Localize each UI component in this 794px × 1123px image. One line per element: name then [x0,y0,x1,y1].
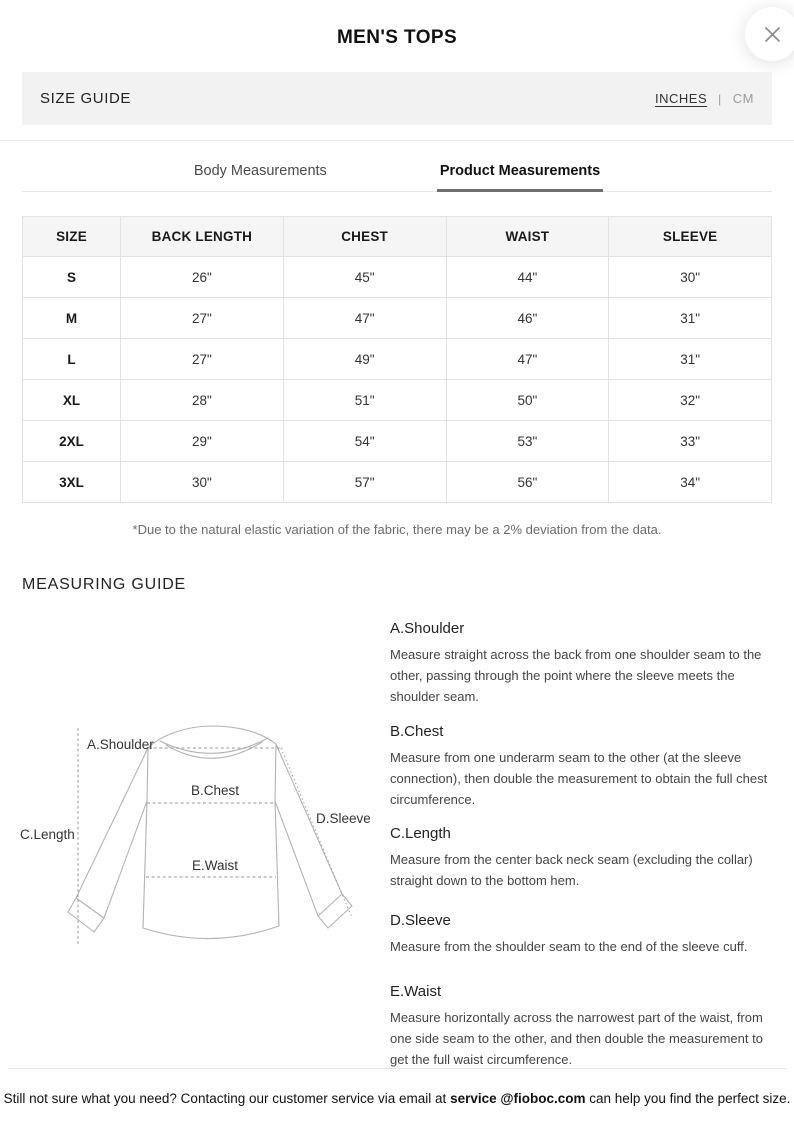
size-cell: 3XL [23,462,121,503]
measurement-tabs [22,152,772,192]
diagram-label-shoulder: A.Shoulder [87,737,154,752]
size-cell: 2XL [23,421,121,462]
value-cell: 51" [283,380,446,421]
value-cell: 33" [609,421,772,462]
size-guide-label: SIZE GUIDE [40,90,132,107]
section-text: Measure from the shoulder seam to the end of the sleeve cuff. [390,939,748,954]
size-table [22,216,772,503]
table-row [23,380,772,421]
section-heading: D.Sleeve [390,912,451,929]
close-icon [763,25,782,44]
value-cell: 31" [609,339,772,380]
value-cell: 46" [446,298,609,339]
value-cell: 30" [121,462,284,503]
size-cell: S [23,257,121,298]
column-header-chest: CHEST [283,217,446,257]
diagram-label-sleeve: D.Sleeve [316,811,371,826]
diagram-label-chest: B.Chest [191,783,240,798]
value-cell: 56" [446,462,609,503]
table-row [23,421,772,462]
value-cell: 30" [609,257,772,298]
unit-toggle [655,91,754,106]
section-text: Measure horizontally across the narrowest part of the waist, from one side seam to the other, and then double the measurement to get the full waist circumference. [390,1010,763,1067]
value-cell: 47" [283,298,446,339]
table-row [23,462,772,503]
header-divider [0,140,794,141]
value-cell: 32" [609,380,772,421]
value-cell: 28" [121,380,284,421]
column-header-waist: WAIST [446,217,609,257]
measuring-section-waist [390,983,772,1070]
unit-separator: | [718,91,722,106]
tab-product-measurements[interactable]: Product Measurements [440,152,600,191]
size-cell: L [23,339,121,380]
close-button[interactable] [745,7,794,61]
measuring-guide-title: MEASURING GUIDE [22,576,187,593]
value-cell: 47" [446,339,609,380]
diagram-label-waist: E.Waist [192,858,239,873]
footer-text-before: Still not sure what you need? Contacting our customer service via email at [3,1091,451,1106]
section-heading: B.Chest [390,723,444,740]
section-heading: E.Waist [390,983,442,1000]
column-header-back-length: BACK LENGTH [121,217,284,257]
value-cell: 49" [283,339,446,380]
footer-divider [8,1068,786,1069]
tab-body-measurements[interactable]: Body Measurements [193,163,327,179]
measuring-section-length [390,825,772,892]
footer-text-after: can help you find the perfect size. [585,1091,791,1106]
value-cell: 27" [121,339,284,380]
value-cell: 45" [283,257,446,298]
section-heading: A.Shoulder [390,620,465,637]
value-cell: 44" [446,257,609,298]
table-row [23,257,772,298]
section-text: Measure from the center back neck seam (excluding the collar) straight down to the bottom hem. [390,852,753,888]
size-guide-bar [22,72,772,125]
table-row [23,339,772,380]
footer-email: service @fioboc.com [450,1091,586,1106]
section-text: Measure straight across the back from one shoulder seam to the other, passing through the point where the sleeve meets the shoulder seam. [390,647,762,704]
size-cell: XL [23,380,121,421]
value-cell: 31" [609,298,772,339]
value-cell: 29" [121,421,284,462]
diagram-label-length: C.Length [20,827,75,842]
measuring-section-sleeve [390,912,772,958]
section-heading: C.Length [390,825,451,842]
unit-cm-button[interactable]: CM [732,91,754,106]
column-header-size: SIZE [23,217,121,257]
value-cell: 26" [121,257,284,298]
value-cell: 50" [446,380,609,421]
deviation-note: *Due to the natural elastic variation of the fabric, there may be a 2% deviation from the data. [132,522,662,537]
value-cell: 53" [446,421,609,462]
value-cell: 27" [121,298,284,339]
table-row [23,298,772,339]
value-cell: 57" [283,462,446,503]
value-cell: 34" [609,462,772,503]
unit-inches-button[interactable]: INCHES [655,91,708,106]
size-cell: M [23,298,121,339]
shirt-measurement-diagram [20,722,390,962]
value-cell: 54" [283,421,446,462]
page-title: MEN'S TOPS [336,27,458,48]
table-header-row [23,217,772,257]
measuring-section-chest [390,723,772,810]
section-text: Measure from one underarm seam to the other (at the sleeve connection), then double the measurement to obtain the full chest circumference. [390,750,768,807]
shirt-diagram-illustration [30,722,390,962]
customer-service-note [0,1091,794,1106]
measuring-section-shoulder [390,620,772,707]
column-header-sleeve: SLEEVE [609,217,772,257]
